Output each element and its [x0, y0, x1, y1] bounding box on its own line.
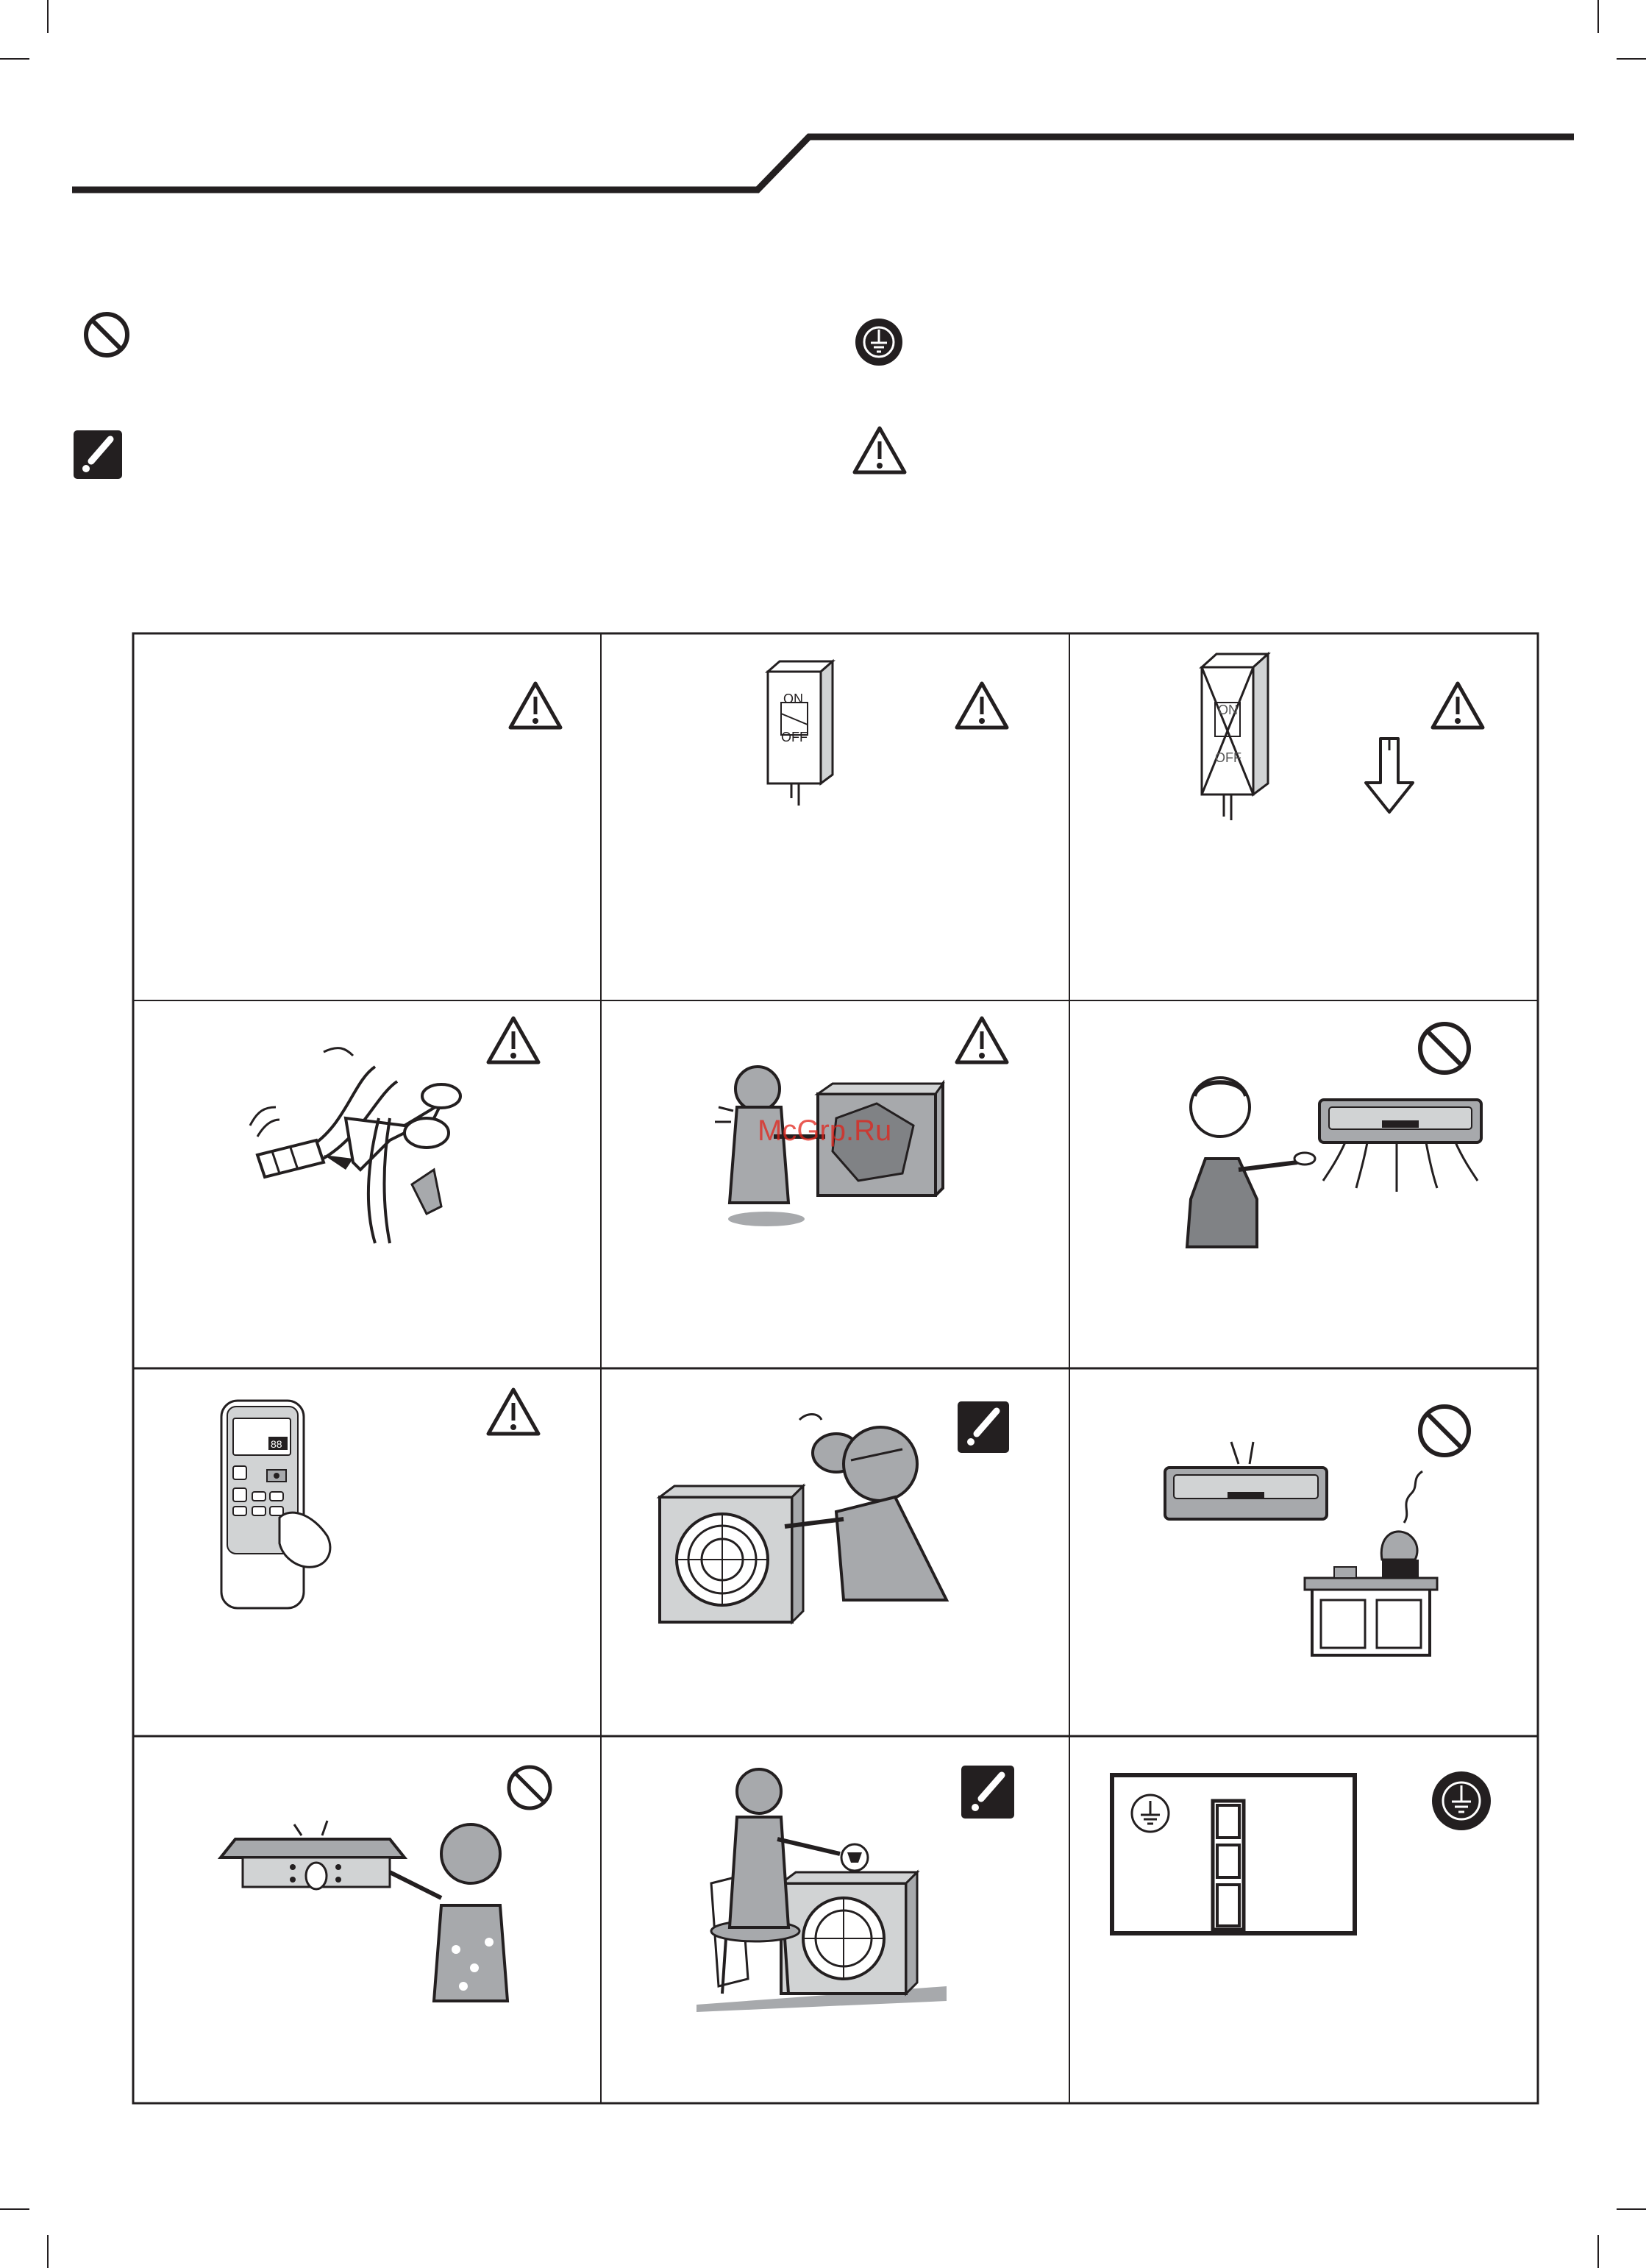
safety-grid — [132, 633, 1539, 2104]
switch-off-label: OFF — [781, 730, 808, 744]
header-rule — [0, 0, 1646, 221]
warning-icon — [485, 1015, 541, 1067]
crossed-switch-illustration — [1194, 651, 1275, 820]
cell-child-outdoor-unit — [601, 1000, 1069, 1368]
warning-icon — [1430, 680, 1486, 732]
switch-off-label: OFF — [1215, 750, 1241, 765]
climb-outdoor-unit-illustration — [696, 1766, 976, 2016]
cell-clean-outdoor-unit — [601, 1368, 1069, 1736]
cell-airflow-indoor — [1069, 1000, 1538, 1368]
watermark: McGrp.Ru — [758, 1115, 892, 1147]
cell-blank-warning — [132, 633, 601, 1000]
warning-icon — [954, 1015, 1010, 1067]
grounding-panel-illustration — [1110, 1773, 1360, 1942]
prohibited-icon — [81, 309, 132, 360]
indoor-noise-illustration — [221, 1802, 566, 2016]
warning-icon — [507, 680, 563, 732]
warning-icon — [485, 1387, 541, 1438]
cell-indoor-noise — [132, 1736, 601, 2104]
remote-control-illustration — [217, 1396, 349, 1617]
remote-display: 88 — [271, 1438, 282, 1450]
cable-cut-illustration — [235, 1037, 515, 1258]
must-do-icon — [958, 1401, 1009, 1453]
gas-near-unit-illustration — [1158, 1442, 1467, 1663]
cell-power-switch — [601, 633, 1069, 1000]
warning-icon — [852, 425, 908, 477]
switch-on-label: ON — [783, 692, 803, 706]
switch-on-label: ON — [1218, 703, 1238, 717]
cell-gas-near-unit — [1069, 1368, 1538, 1736]
warning-icon — [954, 680, 1010, 732]
cell-climb-outdoor-unit — [601, 1736, 1069, 2104]
cell-switch-crossed — [1069, 633, 1538, 1000]
prohibited-icon — [1415, 1019, 1474, 1078]
down-arrow-icon — [1360, 736, 1419, 817]
prohibited-icon — [504, 1762, 555, 1813]
cell-cable-cut — [132, 1000, 601, 1368]
ground-icon — [853, 316, 905, 368]
ground-icon — [1430, 1769, 1493, 1832]
cell-remote-control — [132, 1368, 601, 1736]
airflow-indoor-illustration — [1176, 1070, 1500, 1254]
must-do-icon — [961, 1766, 1014, 1819]
cell-grounding-panel — [1069, 1736, 1538, 2104]
prohibited-icon — [1415, 1401, 1474, 1460]
clean-outdoor-unit-illustration — [652, 1409, 961, 1659]
must-do-icon — [74, 430, 122, 479]
